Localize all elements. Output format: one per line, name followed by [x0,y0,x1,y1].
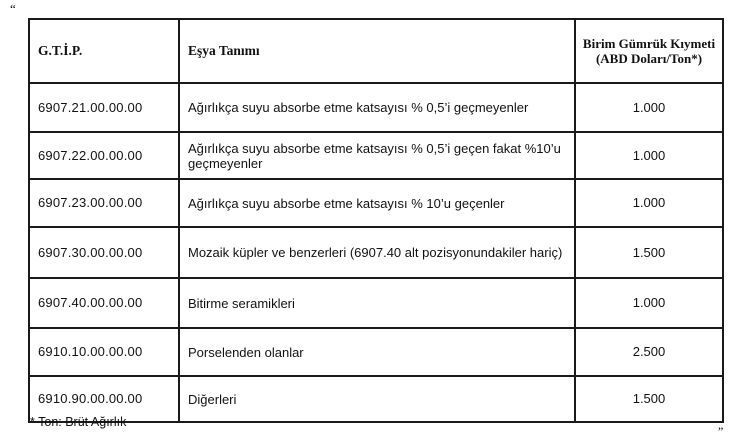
item-description: Ağırlıkça suyu absorbe etme katsayısı % 0,5’i geçen fakat %10’u geçmeyenler [179,132,575,179]
item-description: Porselenden olanlar [179,328,575,376]
table-row [29,132,723,179]
unit-value: 1.500 [575,227,723,278]
unit-value: 1.000 [575,83,723,132]
table-row [29,227,723,278]
unit-value: 1.000 [575,179,723,227]
gtip-code: 6907.23.00.00.00 [29,179,179,227]
table-row [29,83,723,132]
gtip-code: 6907.21.00.00.00 [29,83,179,132]
table-row [29,179,723,227]
unit-value: 1.500 [575,376,723,422]
header-description: Eşya Tanımı [179,19,575,83]
header-unit-value: Birim Gümrük Kıymeti (ABD Doları/Ton*) [575,19,723,83]
gtip-code: 6907.40.00.00.00 [29,278,179,328]
item-description: Diğerleri [179,376,575,422]
table-header-row [29,19,723,83]
unit-value: 1.000 [575,278,723,328]
opening-quote-mark: “ [10,1,16,16]
gtip-code: 6907.22.00.00.00 [29,132,179,179]
gtip-code: 6907.30.00.00.00 [29,227,179,278]
closing-quote-mark: ” [718,424,724,438]
table-row [29,376,723,422]
table-row [29,278,723,328]
item-description: Ağırlıkça suyu absorbe etme katsayısı % 0,5’i geçmeyenler [179,83,575,132]
item-description: Mozaik küpler ve benzerleri (6907.40 alt pozisyonundakiler hariç) [179,227,575,278]
table-row [29,328,723,376]
unit-value: 2.500 [575,328,723,376]
gtip-code: 6910.90.00.00.00 [29,376,179,422]
header-gtip: G.T.İ.P. [29,19,179,83]
item-description: Ağırlıkça suyu absorbe etme katsayısı % 10’u geçenler [179,179,575,227]
unit-value: 1.000 [575,132,723,179]
customs-value-table [28,18,724,423]
item-description: Bitirme seramikleri [179,278,575,328]
footnote: * Ton: Brüt Ağırlık [30,415,127,429]
gtip-code: 6910.10.00.00.00 [29,328,179,376]
